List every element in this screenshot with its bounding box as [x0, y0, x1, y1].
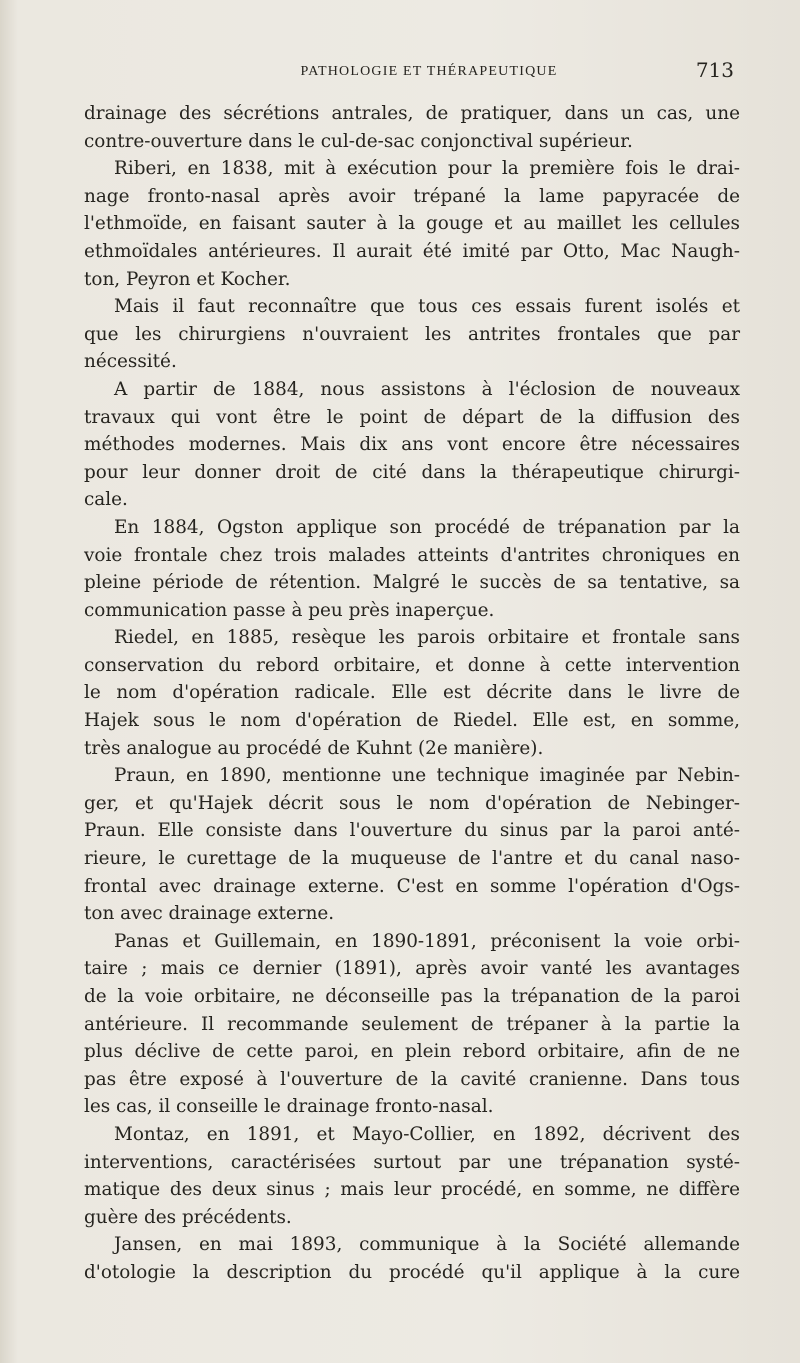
- text-line: très analogue au procédé de Kuhnt (2e manière).: [84, 737, 544, 759]
- text-line: antérieure. Il recommande seulement de trépaner à la partie la: [84, 1013, 740, 1035]
- text-line: ethmoïdales antérieures. Il aurait été imité par Otto, Mac Naugh-: [84, 240, 740, 262]
- page-number: 713: [695, 58, 734, 82]
- running-head: PATHOLOGIE ET THÉRAPEUTIQUE: [300, 64, 558, 79]
- text-line: contre-ouverture dans le cul-de-sac conjonctival supérieur.: [84, 130, 633, 152]
- text-line: Praun. Elle consiste dans l'ouverture du sinus par la paroi anté-: [84, 820, 740, 842]
- text-line: Mais il faut reconnaître que tous ces essais furent isolés et: [114, 296, 740, 318]
- text-line: l'ethmoïde, en faisant sauter à la gouge et au maillet les cellules: [84, 213, 740, 235]
- text-line: pas être exposé à l'ouverture de la cavité cranienne. Dans tous: [84, 1068, 740, 1090]
- text-line: conservation du rebord orbitaire, et donne à cette intervention: [84, 654, 740, 676]
- text-line: voie frontale chez trois malades atteints d'antrites chroniques en: [84, 544, 740, 566]
- text-line: guère des précédents.: [84, 1206, 292, 1228]
- text-line: le nom d'opération radicale. Elle est décrite dans le livre de: [84, 682, 740, 704]
- text-line: nage fronto-nasal après avoir trépané la lame papyracée de: [84, 185, 740, 207]
- text-line: ton, Peyron et Kocher.: [84, 268, 291, 290]
- text-line: Hajek sous le nom d'opération de Riedel. Elle est, en somme,: [84, 710, 740, 732]
- text-line: Jansen, en mai 1893, communique à la Société allemande: [114, 1234, 740, 1256]
- text-line: cale.: [84, 489, 128, 511]
- text-line: Riedel, en 1885, resèque les parois orbitaire et frontale sans: [114, 627, 740, 649]
- text-line: d'otologie la description du procédé qu'il applique à la cure: [84, 1261, 740, 1283]
- text-line: Panas et Guillemain, en 1890-1891, préconisent la voie orbi-: [114, 930, 740, 952]
- text-line: nécessité.: [84, 351, 177, 373]
- text-line: de la voie orbitaire, ne déconseille pas la trépanation de la paroi: [84, 986, 740, 1007]
- text-line: Praun, en 1890, mentionne une technique imaginée par Nebin-: [114, 765, 740, 787]
- text-line: interventions, caractérisées surtout par une trépanation systé-: [84, 1151, 740, 1173]
- text-line: plus déclive de cette paroi, en plein rebord orbitaire, afin de ne: [84, 1041, 740, 1063]
- text-line: travaux qui vont être le point de départ de la diffusion des: [84, 406, 740, 428]
- text-line: Montaz, en 1891, et Mayo-Collier, en 1892, décrivent des: [114, 1123, 740, 1145]
- text-line: communication passe à peu près inaperçue.: [84, 599, 495, 621]
- body-text: [84, 100, 740, 1287]
- text-line: frontal avec drainage externe. C'est en somme l'opération d'Ogs-: [84, 875, 740, 897]
- text-line: ton avec drainage externe.: [84, 903, 335, 925]
- text-line: les cas, il conseille le drainage fronto-nasal.: [84, 1096, 494, 1118]
- text-line: En 1884, Ogston applique son procédé de trépanation par la: [114, 516, 740, 538]
- text-line: que les chirurgiens n'ouvraient les antrites frontales que par: [84, 323, 740, 345]
- text-line: méthodes modernes. Mais dix ans vont encore être nécessaires: [84, 434, 740, 456]
- page-header: [84, 58, 734, 88]
- text-line: Riberi, en 1838, mit à exécution pour la première fois le drai-: [114, 158, 740, 180]
- text-line: rieure, le curettage de la muqueuse de l'antre et du canal naso-: [84, 848, 740, 870]
- text-line: matique des deux sinus ; mais leur procédé, en somme, ne diffère: [84, 1179, 740, 1201]
- text-line: pour leur donner droit de cité dans la thérapeutique chirurgi-: [84, 461, 740, 483]
- text-line: A partir de 1884, nous assistons à l'éclosion de nouveaux: [114, 378, 740, 400]
- text-line: drainage des sécrétions antrales, de pratiquer, dans un cas, une: [84, 103, 740, 124]
- text-line: pleine période de rétention. Malgré le succès de sa tentative, sa: [84, 572, 740, 594]
- text-line: taire ; mais ce dernier (1891), après avoir vanté les avantages: [84, 958, 740, 980]
- text-line: ger, et qu'Hajek décrit sous le nom d'opération de Nebinger-: [84, 792, 740, 814]
